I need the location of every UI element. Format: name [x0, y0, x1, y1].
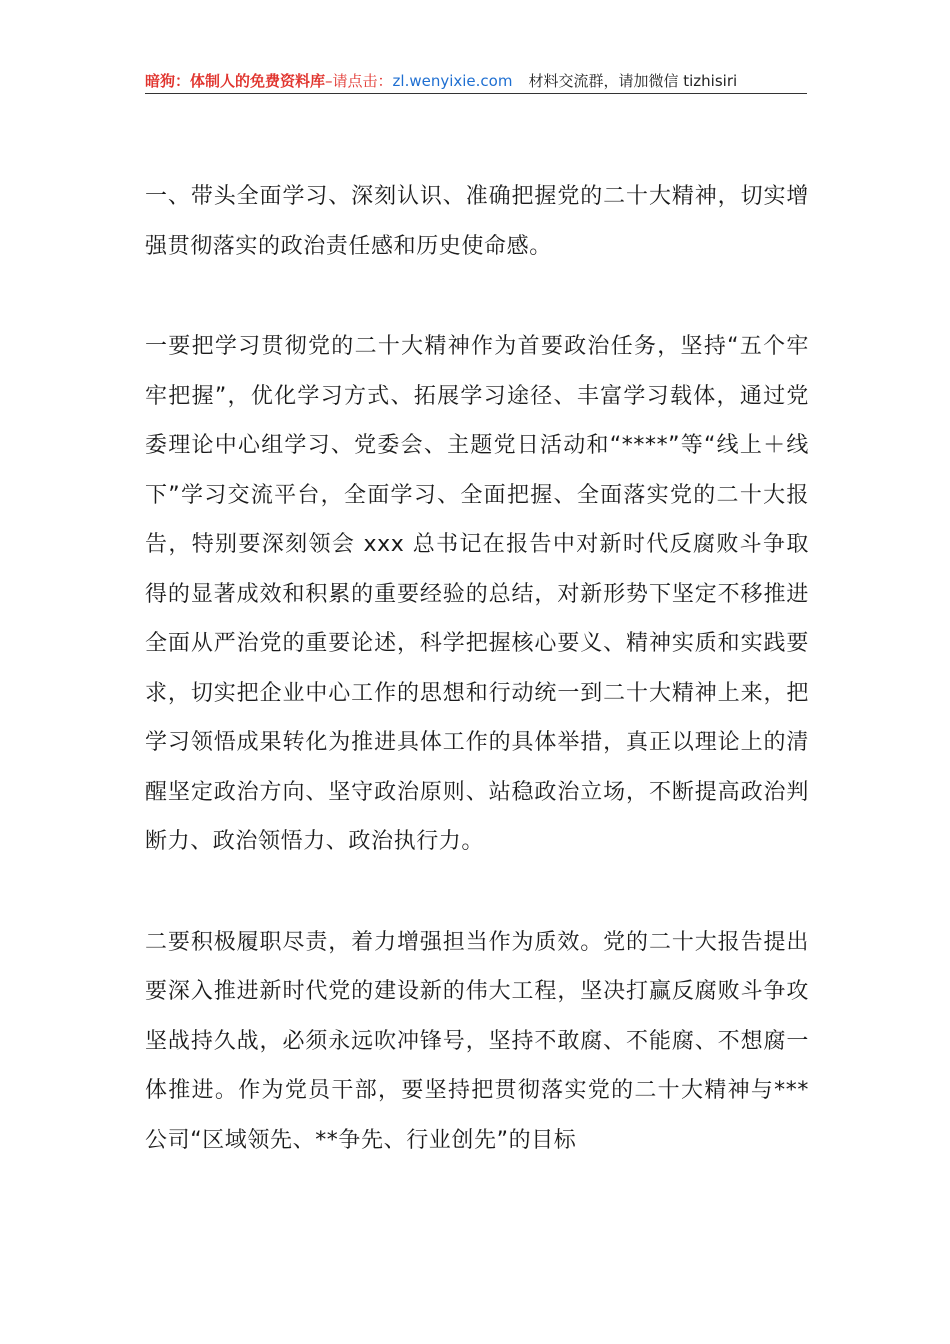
header-prompt: –请点击：: [325, 72, 393, 90]
document-body: [145, 172, 809, 1216]
paragraph-2: 二要积极履职尽责，着力增强担当作为质效。党的二十大报告提出要深入推进新时代党的建设新的伟大工程，坚决打赢反腐败斗争攻坚战持久战，必须永远吹冲锋号，坚持不敢腐、不能腐、不想腐一体推进。作为党员干部，要坚持把贯彻落实党的二十大精神与***公司“区域领先、**争先、行业创先”的目标: [145, 929, 809, 1153]
header-brand: 暗狗：体制人的免费资料库: [145, 72, 326, 90]
page-header: [145, 66, 807, 96]
header-divider: [145, 93, 807, 94]
paragraph-1: 一要把学习贯彻党的二十大精神作为首要政治任务，坚持“五个牢牢把握”，优化学习方式、拓展学习途径、丰富学习载体，通过党委理论中心组学习、党委会、主题党日活动和“****”等“线上＋线下”学习交流平台，全面学习、全面把握、全面落实党的二十大报告，特别要深刻领会 xxx 总书记在报告中对新时代反腐败斗争取得的显著成效和积累的重要经验的总结，对新形势下坚定不移推进全面从严治党的重要论述，科学把握核心要义、精神实质和实践要求，切实把企业中心工作的思想和行动统一到二十大精神上来，把学习领悟成果转化为推进具体工作的具体举措，真正以理论上的清醒坚定政治方向、坚守政治原则、站稳政治立场，不断提高政治判断力、政治领悟力、政治执行力。: [145, 334, 809, 854]
section-heading: 一、带头全面学习、深刻认识、准确把握党的二十大精神，切实增强贯彻落实的政治责任感和历史使命感。: [145, 184, 809, 259]
header-link[interactable]: zl.wenyixie.com: [392, 72, 513, 90]
header-contact: 材料交流群，请加微信 tizhisiri: [528, 72, 738, 90]
